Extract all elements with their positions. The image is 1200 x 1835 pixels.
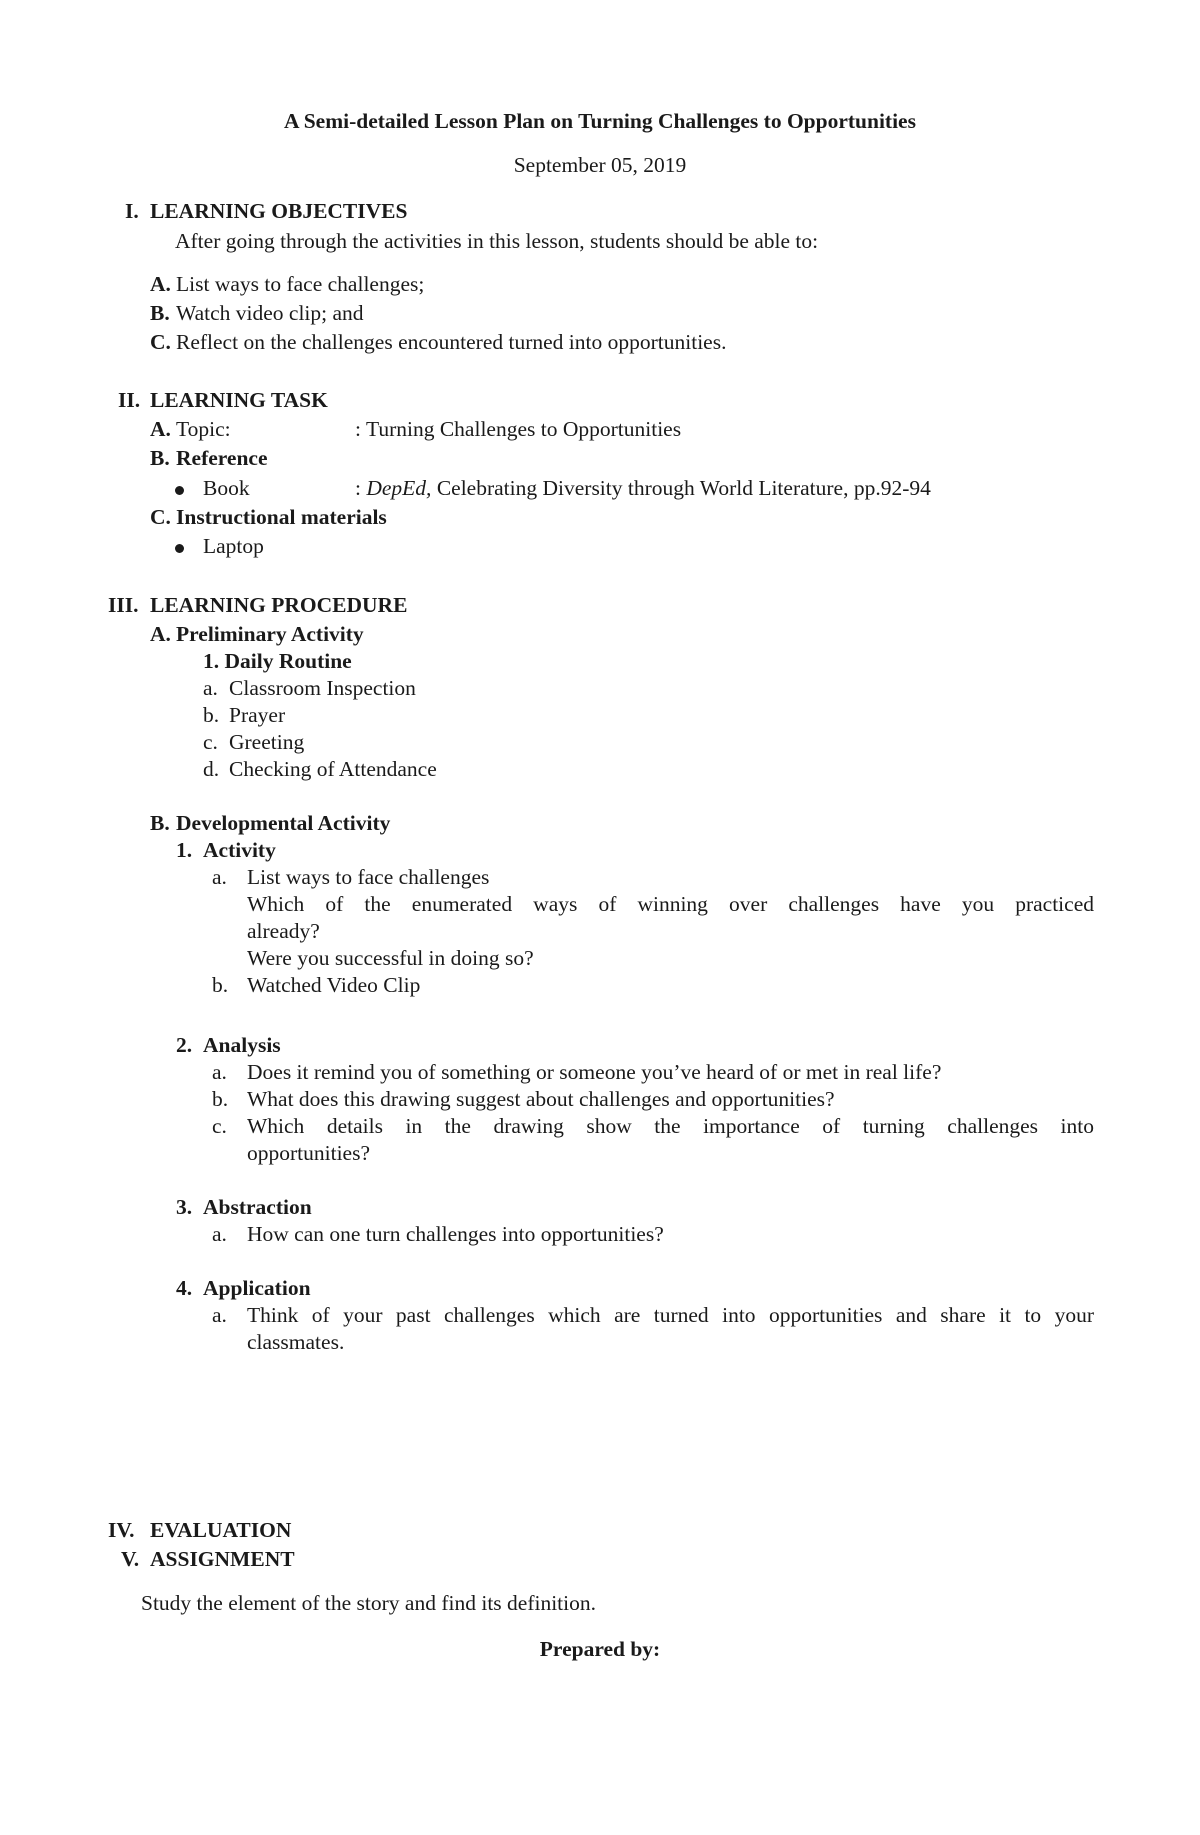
objective-b-text: Watch video clip; and xyxy=(176,301,364,325)
book-publisher: DepEd, xyxy=(366,476,432,500)
page-title: A Semi-detailed Lesson Plan on Turning Challenges to Opportunities xyxy=(284,109,916,133)
application-a-cont: classmates. xyxy=(247,1330,345,1354)
reference-label: Reference xyxy=(176,446,268,470)
abstraction-number: 3. xyxy=(176,1195,193,1219)
analysis-b-letter: b. xyxy=(212,1087,229,1111)
activity-b-text: Watched Video Clip xyxy=(247,973,421,997)
prepared-by-label: Prepared by: xyxy=(539,1637,661,1661)
application-number: 4. xyxy=(176,1276,193,1300)
section-2-heading: LEARNING TASK xyxy=(150,388,328,412)
analysis-a-letter: a. xyxy=(212,1060,227,1084)
book-bullet xyxy=(175,486,184,495)
routine-d-text: Checking of Attendance xyxy=(229,757,437,781)
section-4-heading: EVALUATION xyxy=(150,1518,292,1542)
assignment-text: Study the element of the story and find its definition. xyxy=(141,1591,597,1615)
section-5-numeral: V. xyxy=(121,1547,140,1571)
developmental-label: Developmental Activity xyxy=(176,811,391,835)
activity-label: Activity xyxy=(203,838,276,862)
application-a-text: Think of your past challenges which are turned into opportunities and share it to your xyxy=(247,1303,1094,1327)
analysis-c-text: Which details in the drawing show the importance of turning challenges into xyxy=(247,1114,1094,1138)
topic-label: Topic: xyxy=(176,417,231,441)
analysis-label: Analysis xyxy=(203,1033,281,1057)
section-3-numeral: III. xyxy=(108,593,139,617)
objectives-intro: After going through the activities in this lesson, students should be able to: xyxy=(175,229,819,253)
section-5-heading: ASSIGNMENT xyxy=(150,1547,295,1571)
preliminary-label: Preliminary Activity xyxy=(176,622,364,646)
objective-b-letter: B. xyxy=(150,301,170,325)
daily-routine-heading: 1. Daily Routine xyxy=(203,649,352,673)
activity-question-1: Which of the enumerated ways of winning over challenges have you practiced xyxy=(247,892,1094,916)
routine-a-text: Classroom Inspection xyxy=(229,676,416,700)
section-4-numeral: IV. xyxy=(108,1518,135,1542)
activity-question-1-cont: already? xyxy=(247,919,320,943)
analysis-c-letter: c. xyxy=(212,1114,227,1138)
book-title: Celebrating Diversity through World Literature, pp.92-94 xyxy=(431,476,931,500)
materials-letter: C. xyxy=(150,505,171,529)
book-reference xyxy=(355,475,931,501)
application-label: Application xyxy=(203,1276,311,1300)
developmental-letter: B. xyxy=(150,811,170,835)
lesson-date: September 05, 2019 xyxy=(513,153,687,177)
application-a-letter: a. xyxy=(212,1303,227,1327)
section-2-numeral: II. xyxy=(118,388,141,412)
objective-a-text: List ways to face challenges; xyxy=(176,272,425,296)
materials-label: Instructional materials xyxy=(176,505,387,529)
laptop-bullet xyxy=(175,544,184,553)
topic-value: : Turning Challenges to Opportunities xyxy=(355,417,682,441)
routine-b-letter: b. xyxy=(203,703,220,727)
routine-a-letter: a. xyxy=(203,676,218,700)
activity-b-letter: b. xyxy=(212,973,229,997)
section-1-heading: LEARNING OBJECTIVES xyxy=(150,199,408,223)
activity-question-2: Were you successful in doing so? xyxy=(247,946,534,970)
objective-c-text: Reflect on the challenges encountered turned into opportunities. xyxy=(176,330,727,354)
objective-c-letter: C. xyxy=(150,330,171,354)
routine-c-letter: c. xyxy=(203,730,218,754)
objective-a-letter: A. xyxy=(150,272,171,296)
routine-c-text: Greeting xyxy=(229,730,305,754)
analysis-number: 2. xyxy=(176,1033,193,1057)
analysis-b-text: What does this drawing suggest about challenges and opportunities? xyxy=(247,1087,835,1111)
abstraction-label: Abstraction xyxy=(203,1195,312,1219)
analysis-c-cont: opportunities? xyxy=(247,1141,371,1165)
book-colon: : xyxy=(355,476,367,500)
reference-letter: B. xyxy=(150,446,170,470)
activity-number: 1. xyxy=(176,838,193,862)
abstraction-a-text: How can one turn challenges into opportunities? xyxy=(247,1222,664,1246)
routine-d-letter: d. xyxy=(203,757,220,781)
routine-b-text: Prayer xyxy=(229,703,286,727)
section-1-numeral: I. xyxy=(125,199,139,223)
abstraction-a-letter: a. xyxy=(212,1222,227,1246)
topic-letter: A. xyxy=(150,417,171,441)
preliminary-letter: A. xyxy=(150,622,171,646)
book-label: Book xyxy=(203,476,250,500)
analysis-a-text: Does it remind you of something or someone you’ve heard of or met in real life? xyxy=(247,1060,942,1084)
activity-a-letter: a. xyxy=(212,865,227,889)
section-3-heading: LEARNING PROCEDURE xyxy=(150,593,408,617)
activity-a-text: List ways to face challenges xyxy=(247,865,490,889)
laptop-item: Laptop xyxy=(203,534,264,558)
